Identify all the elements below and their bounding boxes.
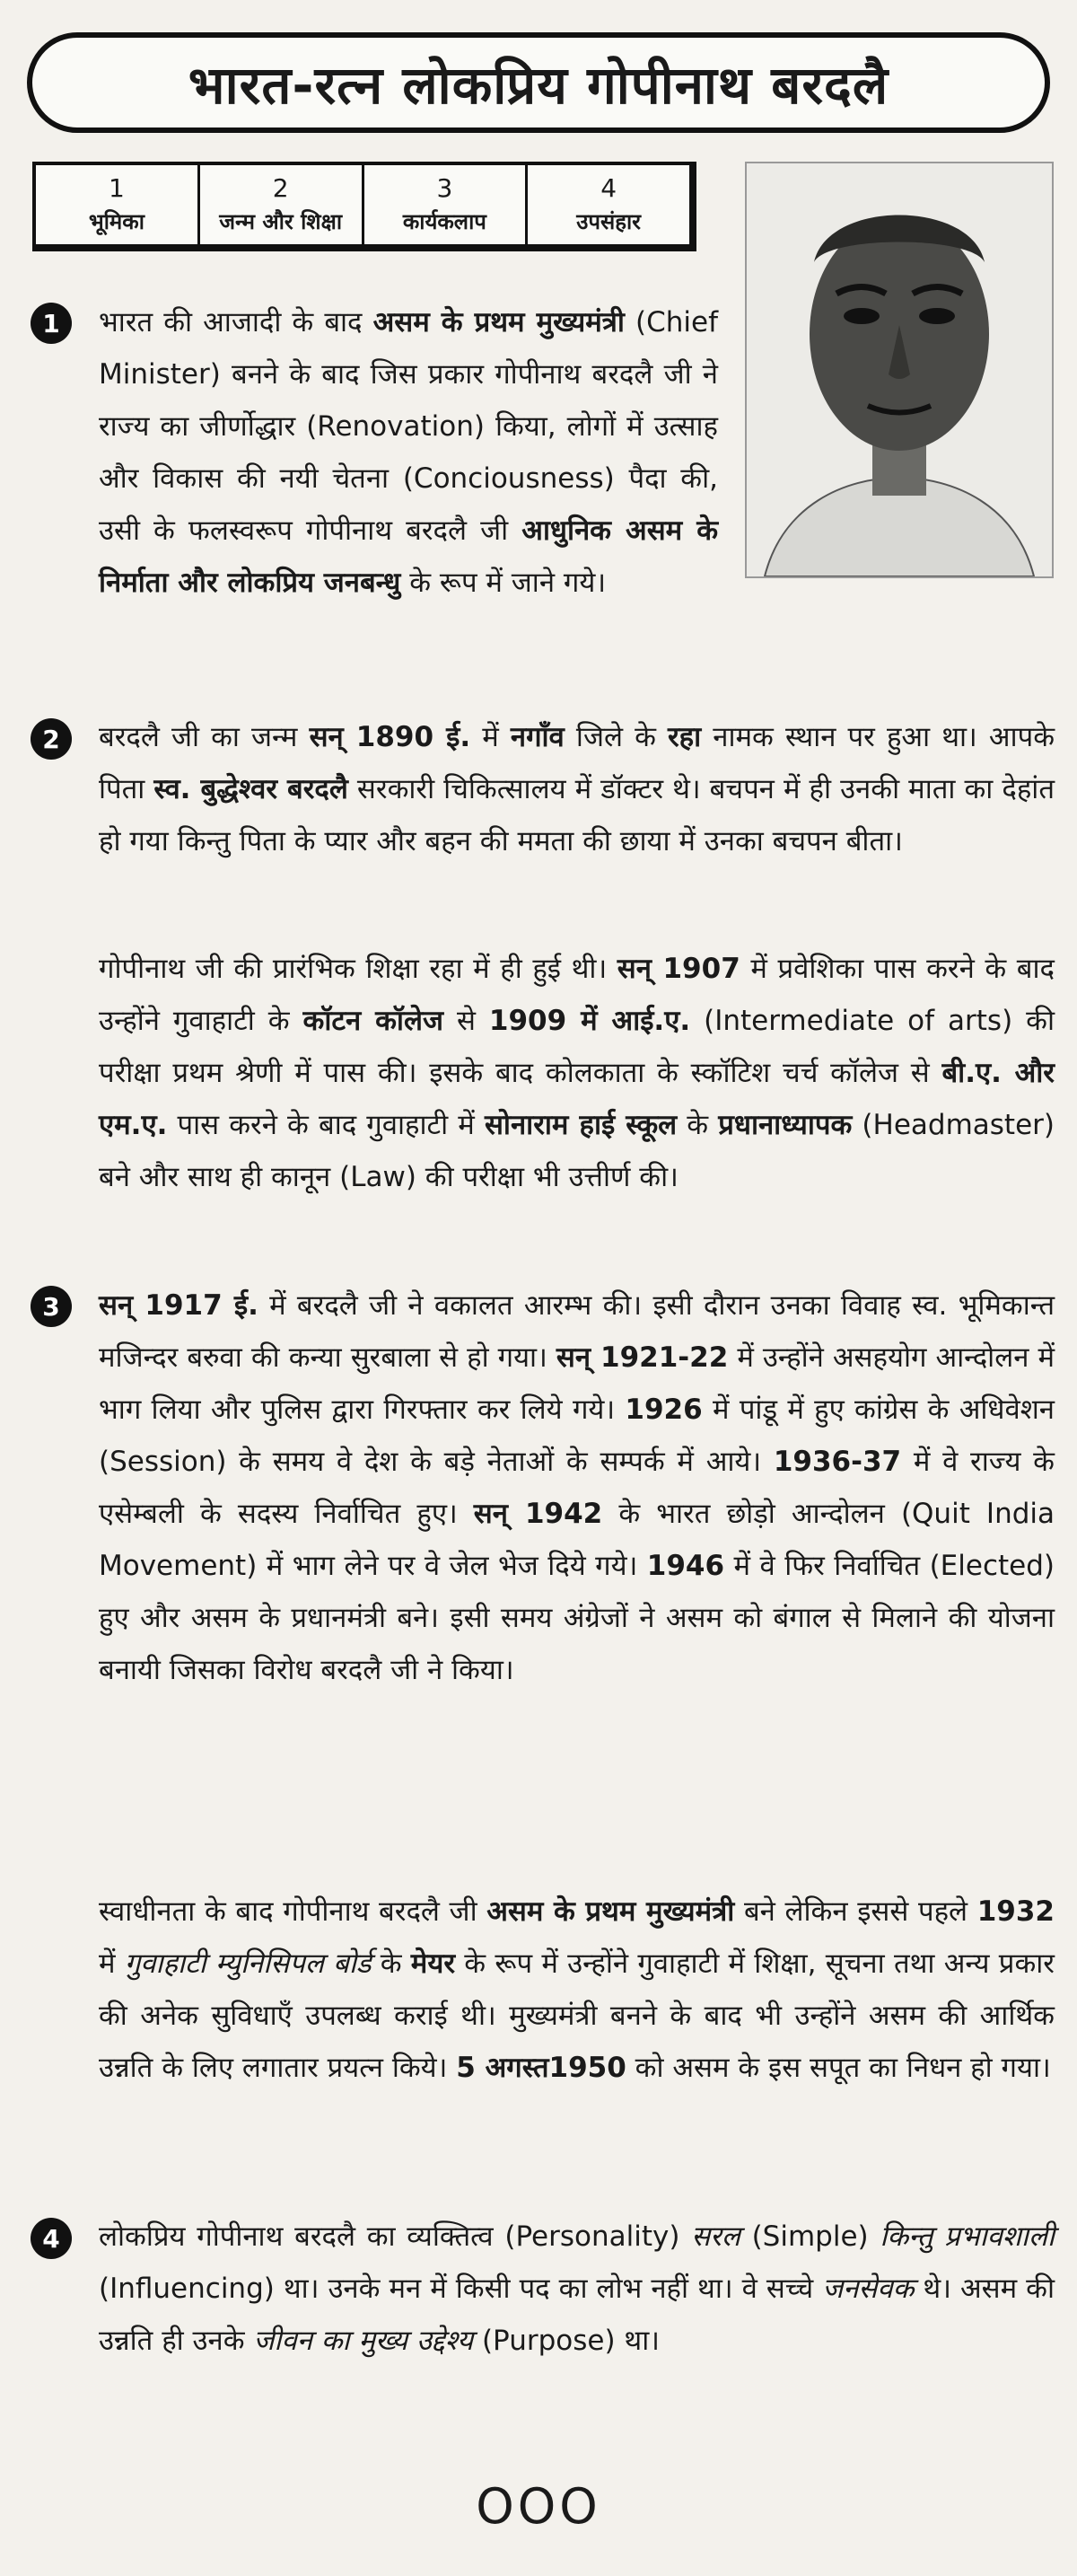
italic-text: जीवन का मुख्य उद्देश्य [253,2325,474,2357]
outline-label: उपसंहार [576,209,642,234]
text: में वे फिर निर्वाचित (Elected) हुए और असम के प्रधानमंत्री बने। इसी समय अंग्रेजों ने असम को बंगाल से मिलाने की योजना बनायी जिसका विरोध बरदलै जी ने किया। [99,1550,1055,1686]
outline-number: 2 [272,173,289,203]
text: से [442,1005,489,1037]
text: में पांडू में हुए कांग्रेस के अधिवेशन (Session) के समय वे देश के बड़े नेताओं के सम्पर्क में आये। [99,1394,1055,1478]
outline-number: 1 [108,173,125,203]
text: (Simple) [740,2220,880,2253]
text: में [470,721,511,753]
bold-text: असम के प्रथम मुख्यमंत्री [372,306,625,338]
bullet-4: 4 [31,2218,72,2259]
bold-text: 1909 में आई.ए. [488,1005,691,1037]
page-title: भारत-रत्न लोकप्रिय गोपीनाथ बरदलै [188,54,889,116]
text: (Headmaster) बने और साथ ही कानून (Law) की परीक्षा भी उत्तीर्ण की। [99,1109,1055,1193]
bold-text: 1932 [976,1895,1055,1928]
outline-label: जन्म और शिक्षा [219,209,343,234]
title-banner [27,32,1050,133]
outline-cell-3 [364,165,529,244]
text: सरकारी चिकित्सालय में डॉक्टर थे। बचपन में ही उनकी माता का देहांत हो गया किन्तु पिता के प्यार और बहन की ममता की छाया में उनका बचपन बीता। [99,773,1055,857]
bold-text: स्व. बुद्धेश्वर बरदलै [153,773,348,805]
essay-outline-table [32,162,696,251]
italic-text: जनसेवक [822,2273,915,2305]
bold-text: नगाँव [510,721,565,753]
outline-label: भूमिका [88,209,144,234]
bold-text: कॉटन कॉलेज [302,1005,443,1037]
text: के [371,1947,411,1980]
text: में वे राज्य के एसेम्बली के सदस्य निर्वाचित हुए। [99,1446,1055,1530]
bold-text: आधुनिक असम के निर्माता और लोकप्रिय जनबन्धु [99,514,719,599]
bold-text: रहा [668,721,702,753]
bold-text: 5 अगस्त1950 [456,2052,626,2084]
text: बने लेकिन इससे पहले [734,1895,977,1928]
bold-text: सन् 1890 ई. [309,721,471,753]
text: में उन्होंने असहयोग आन्दोलन में भाग लिया और पुलिस द्वारा गिरफ्तार कर लिये गये। [99,1341,1055,1426]
text: जिले के [564,721,668,753]
outline-label: कार्यकलाप [402,209,486,234]
text: लोकप्रिय गोपीनाथ बरदलै का व्यक्तित्व (Personality) [99,2220,692,2253]
paragraph-activities [99,1279,1055,1696]
text: नामक स्थान पर हुआ था। आपके पिता [99,721,1055,805]
bold-text: सोनाराम हाई स्कूल [484,1109,678,1141]
bold-text: 1936-37 [773,1446,902,1478]
paragraph-birth [99,711,1055,867]
outline-number: 4 [600,173,617,203]
bold-text: सन् 1907 [617,953,740,985]
outline-number: 3 [436,173,453,203]
bold-text: सन् 1921-22 [556,1341,729,1374]
text: में प्रवेशिका पास करने के बाद उन्होंने गुवाहाटी के [99,953,1055,1037]
paragraph-post-independence [99,1886,1055,2094]
paragraph-education [99,943,1055,1203]
bold-text: बी.ए. और एम.ए. [99,1057,1055,1141]
text: बरदलै जी का जन्म [99,721,310,753]
portrait-photo [745,162,1054,578]
bullet-1: 1 [31,303,72,344]
end-mark: OOO [476,2478,601,2535]
text: में बरदलै जी ने वकालत आरम्भ की। इसी दौरान उनका विवाह स्व. भूमिकान्त मजिन्दर बरुवा की कन्या सुरबाला से हो गया। [99,1289,1055,1374]
text: पास करने के बाद गुवाहाटी में [167,1109,485,1141]
text: के रूप में उन्होंने गुवाहाटी में शिक्षा, सूचना तथा अन्य प्रकार की अनेक सुविधाएँ उपलब्ध कराई थी। मुख्यमंत्री बनने के बाद भी उन्होंने असम की आर्थिक उन्नति के लिए लगातार प्रयत्न किये। [99,1947,1055,2084]
bold-text: सन् 1942 [473,1498,603,1530]
bullet-2: 2 [31,718,72,760]
text: स्वाधीनता के बाद गोपीनाथ बरदलै जी [99,1895,487,1928]
outline-cell-1 [36,165,200,244]
bold-text: मेयर [410,1947,455,1980]
italic-text: किन्तु प्रभावशाली [880,2220,1055,2253]
text: को असम के इस सपूत का निधन हो गया। [626,2052,1051,2084]
text: (Chief Minister) बनने के बाद जिस प्रकार गोपीनाथ बरदलै जी ने राज्य का जीर्णोद्धार (Renovation) किया, लोगों में उत्साह और विकास की नयी चेतना (Conciousness) पैदा की, उसी के फलस्वरूप गोपीनाथ बरदलै जी [99,306,718,547]
text: में [99,1947,125,1980]
bullet-3: 3 [31,1286,72,1327]
text: के भारत छोड़ो आन्दोलन (Quit India Movement) में भाग लेने पर वे जेल भेज दिये गये। [99,1498,1055,1582]
text: गोपीनाथ जी की प्रारंभिक शिक्षा रहा में ही हुई थी। [99,953,617,985]
text: के [677,1109,719,1141]
italic-text: सरल [691,2220,740,2253]
bold-text: 1926 [625,1394,703,1426]
bold-text: प्रधानाध्यापक [718,1109,853,1141]
text: (Influencing) था। उनके मन में किसी पद का लोभ नहीं था। वे सच्चे [99,2273,823,2305]
outline-cell-2 [200,165,364,244]
paragraph-intro-part1 [99,296,718,609]
outline-cell-4 [528,165,689,244]
bold-text: असम के प्रथम मुख्यमंत्री [486,1895,735,1928]
paragraph-conclusion [99,2211,1055,2367]
text: (Intermediate of arts) की परीक्षा प्रथम श्रेणी में पास की। इसके बाद कोलकाता के स्कॉटिश चर्च कॉलेज से [99,1005,1055,1089]
text: भारत की आजादी के बाद [99,306,373,338]
text: (Purpose) था। [473,2325,660,2357]
text: थे। असम की उन्नति ही उनके [99,2273,1055,2357]
bold-text: सन् 1917 ई. [99,1289,258,1322]
text: के रूप में जाने गये। [400,567,607,599]
portrait-illustration [747,163,1052,576]
bold-text: 1946 [646,1550,725,1582]
italic-text: गुवाहाटी म्युनिसिपल बोर्ड [124,1947,372,1980]
